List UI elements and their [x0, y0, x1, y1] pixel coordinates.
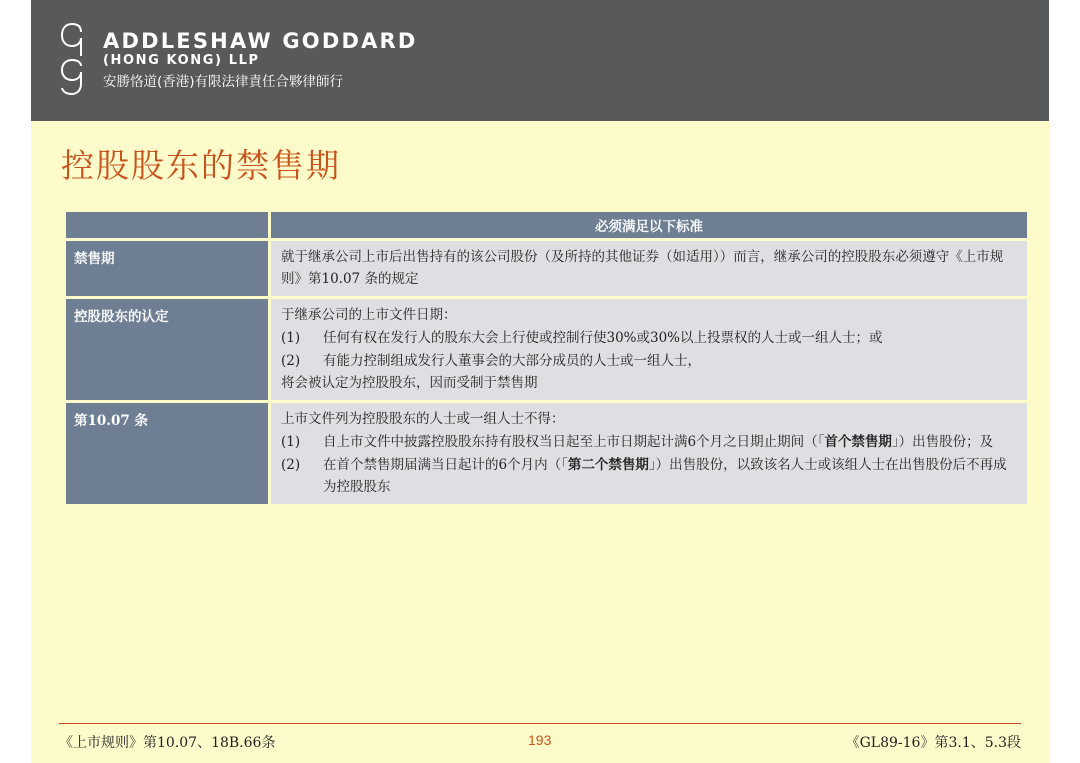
brand-chinese-name: 安勝恪道(香港)有限法律責任合夥律師行 [103, 74, 344, 90]
page-number: 193 [528, 732, 552, 748]
table-row [66, 403, 1027, 504]
footer-reference-right: 《GL89-16》第3.1、5.3段 [845, 735, 1021, 751]
item-number: (1) [281, 434, 301, 450]
item-text-post: 」）出售股份；及 [891, 434, 994, 450]
list-item [281, 327, 1017, 349]
item-number: (2) [281, 457, 301, 473]
footer-reference-left: 《上市规则》第10.07、18B.66条 [59, 735, 276, 751]
criteria-table [63, 209, 1030, 507]
row-content [271, 403, 1027, 504]
page-title: 控股股东的禁售期 [61, 146, 341, 185]
list-item [281, 350, 1017, 372]
footer-divider [59, 723, 1021, 724]
ag-monogram-icon [57, 22, 87, 96]
row-label: 禁售期 [66, 241, 268, 296]
item-text [323, 454, 1017, 498]
row-label: 第10.07 条 [66, 403, 268, 504]
table-header-blank [66, 212, 268, 238]
table-row [66, 299, 1027, 400]
defined-term: 第二个禁售期 [567, 457, 649, 473]
brand-name: ADDLESHAW GODDARD [103, 29, 418, 53]
item-text-post: 」）出售股份，以致该名人士或该组人士在出售股份后不再成为控股股东 [323, 457, 1007, 495]
row-content [271, 299, 1027, 400]
row-label: 控股股东的认定 [66, 299, 268, 400]
row-intro: 于继承公司的上市文件日期： [281, 307, 457, 323]
item-text-pre: 自上市文件中披露控股股东持有股权当日起至上市日期起计满6个月之日期止期间（「 [323, 434, 825, 450]
item-number: (1) [281, 330, 301, 346]
row-intro: 上市文件列为控股股东的人士或一组人士不得： [281, 411, 565, 427]
row-content: 就于继承公司上市后出售持有的该公司股份（及所持的其他证券（如适用））而言，继承公司的控股股东必须遵守《上市规则》第10.07 条的规定 [271, 241, 1027, 296]
item-text: 有能力控制组成发行人董事会的大部分成员的人士或一组人士， [323, 353, 701, 369]
item-text [323, 431, 1017, 453]
table-row [66, 241, 1027, 296]
brand-subtitle: (HONG KONG) LLP [103, 53, 260, 68]
header-bar [31, 0, 1049, 121]
list-item [281, 431, 1017, 453]
item-text-pre: 在首个禁售期届满当日起计的6个月内（「 [323, 457, 568, 473]
list-item [281, 454, 1017, 498]
defined-term: 首个禁售期 [824, 434, 892, 450]
item-number: (2) [281, 353, 301, 369]
row-outro: 将会被认定为控股股东，因而受制于禁售期 [281, 375, 538, 391]
table-header: 必须满足以下标准 [271, 212, 1027, 238]
slide [31, 0, 1049, 763]
item-text: 任何有权在发行人的股东大会上行使或控制行使30%或30%以上投票权的人士或一组人士；或 [323, 330, 883, 346]
table-header-row [66, 212, 1027, 238]
